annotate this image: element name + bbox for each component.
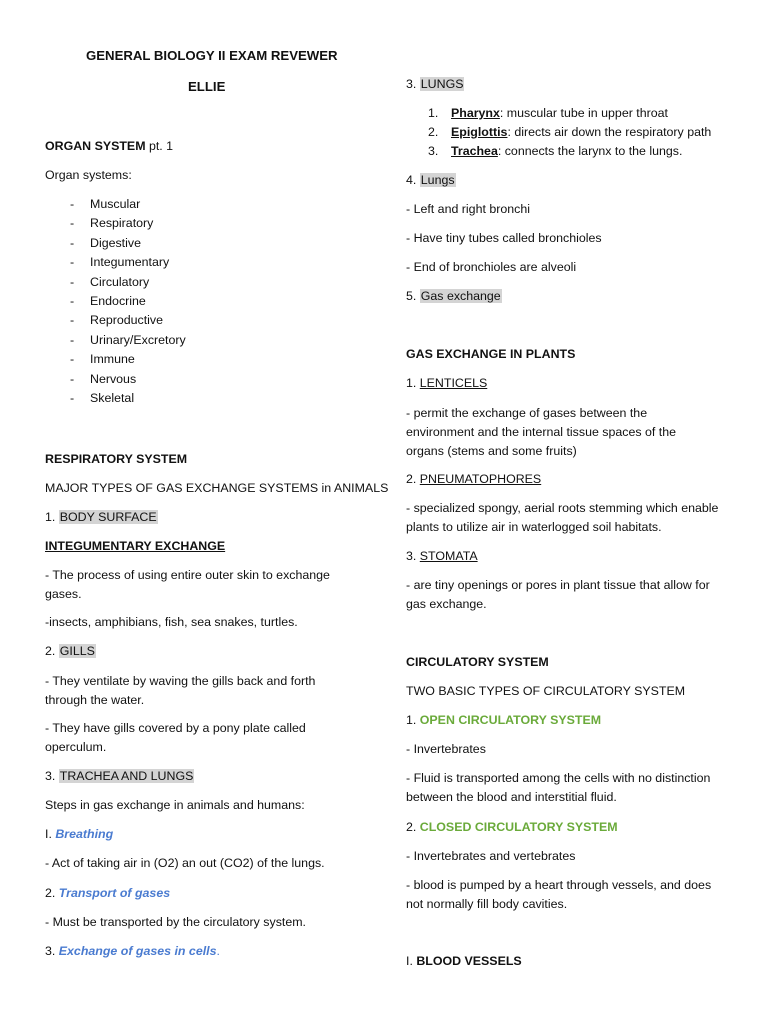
organ-list-label: Digestive — [90, 235, 141, 250]
list-dash: - — [70, 216, 75, 231]
list-dash: - — [70, 274, 75, 289]
integumentary-heading: INTEGUMENTARY EXCHANGE — [45, 539, 226, 553]
bronchioles-note: - Have tiny tubes called bronchioles — [406, 231, 602, 245]
body-surface-item: 1. BODY SURFACE — [45, 510, 157, 524]
lenticels-item: 1. LENTICELS — [406, 376, 488, 390]
pneumatophores-item: 2. PNEUMATOPHORES — [406, 472, 542, 486]
lungs-subitem: 4. Lungs — [406, 173, 455, 187]
organ-list-label: Reproductive — [90, 313, 164, 328]
document-author: ELLIE — [188, 79, 226, 94]
sublist-description: : directs air down the respiratory path — [507, 125, 712, 139]
sublist-term: Pharynx — [451, 106, 500, 120]
blood-vessels-item: I. BLOOD VESSELS — [406, 954, 522, 968]
gills-operculum: - They have gills covered by a pony plate called operculum. — [45, 721, 306, 754]
organ-list-label: Nervous — [90, 371, 137, 386]
list-dash: - — [70, 332, 75, 347]
two-types-heading: TWO BASIC TYPES OF CIRCULATORY SYSTEM — [406, 684, 686, 698]
bronchi-note: - Left and right bronchi — [406, 202, 530, 216]
sublist-number: 3. — [428, 144, 439, 158]
sublist-term: Epiglottis — [451, 125, 508, 139]
organ-list-label: Immune — [90, 352, 135, 367]
open-fluid-description: - Fluid is transported among the cells with no distinction between the blood and interstitial fluid. — [406, 771, 711, 804]
list-dash: - — [70, 197, 75, 211]
gas-exchange-item: 5. Gas exchange — [406, 289, 501, 303]
respiratory-heading: RESPIRATORY SYSTEM — [45, 452, 188, 466]
pneumatophores-description: - specialized spongy, aerial roots stemming which enable plants to utilize air in waterlogged soil habitats. — [406, 501, 719, 534]
list-dash: - — [70, 294, 75, 308]
closed-circulatory-item: 2. CLOSED CIRCULATORY SYSTEM — [406, 820, 618, 834]
list-dash: - — [70, 313, 75, 328]
stomata-item: 3. STOMATA — [406, 549, 478, 563]
plants-heading: GAS EXCHANGE IN PLANTS — [406, 347, 576, 361]
list-dash: - — [70, 352, 75, 367]
organ-list-label: Muscular — [90, 197, 141, 211]
open-circulatory-item: 1. OPEN CIRCULATORY SYSTEM — [406, 713, 602, 727]
gills-ventilation: - They ventilate by waving the gills back and forth through the water. — [45, 674, 316, 707]
alveoli-note: - End of bronchioles are alveoli — [406, 260, 577, 274]
gills-item: 2. GILLS — [45, 644, 95, 658]
trachea-lungs-item: 3. TRACHEA AND LUNGS — [45, 769, 194, 783]
organ-system-heading: ORGAN SYSTEM pt. 1 — [45, 139, 174, 153]
sublist-text — [451, 104, 668, 122]
list-dash: - — [70, 255, 75, 270]
organ-list-label: Integumentary — [90, 255, 170, 270]
step-breathing-desc: - Act of taking air in (O2) an out (CO2) of the lungs. — [45, 856, 325, 870]
sublist-term: Trachea — [451, 144, 498, 158]
lungs-item: 3. LUNGS — [406, 77, 464, 91]
closed-blood-description: - blood is pumped by a heart through vessels, and does not normally fill body cavities. — [406, 878, 712, 911]
sublist-description: : connects the larynx to the lungs. — [497, 144, 683, 158]
organ-list-label: Skeletal — [90, 391, 135, 405]
integumentary-examples: -insects, amphibians, fish, sea snakes, turtles. — [45, 615, 298, 629]
document-title: GENERAL BIOLOGY II EXAM REVEWER — [86, 48, 338, 63]
step-exchange: 3. Exchange of gases in cells. — [45, 944, 220, 958]
organ-list-label: Endocrine — [90, 294, 146, 308]
sublist-number: 2. — [428, 125, 439, 139]
list-dash: - — [70, 371, 75, 386]
step-transport: 2. Transport of gases — [45, 886, 171, 900]
list-dash: - — [70, 235, 75, 250]
sublist-text — [451, 123, 711, 141]
circulatory-heading: CIRCULATORY SYSTEM — [406, 655, 549, 669]
organ-systems-intro: Organ systems: — [45, 168, 132, 182]
organ-list-label: Circulatory — [90, 274, 150, 289]
open-invertebrates: - Invertebrates — [406, 742, 486, 756]
organ-list-label: Urinary/Excretory — [90, 332, 186, 347]
list-dash: - — [70, 391, 75, 405]
organ-list-label: Respiratory — [90, 216, 154, 231]
sublist-number: 1. — [428, 106, 439, 120]
sublist-description: : muscular tube in upper throat — [499, 106, 668, 120]
lenticels-description: - permit the exchange of gases between the environment and the internal tissue spaces of the organs (stems and some fruits) — [406, 406, 677, 458]
sublist-text — [451, 142, 682, 160]
stomata-description: - are tiny openings or pores in plant tissue that allow for gas exchange. — [406, 578, 710, 611]
step-breathing: I. Breathing — [45, 827, 114, 841]
major-types-heading: MAJOR TYPES OF GAS EXCHANGE SYSTEMS in ANIMALS — [45, 481, 389, 495]
closed-vertebrates: - Invertebrates and vertebrates — [406, 849, 576, 863]
step-transport-desc: - Must be transported by the circulatory system. — [45, 915, 306, 929]
integumentary-description: - The process of using entire outer skin to exchange gases. — [45, 568, 330, 601]
steps-intro: Steps in gas exchange in animals and humans: — [45, 798, 305, 812]
